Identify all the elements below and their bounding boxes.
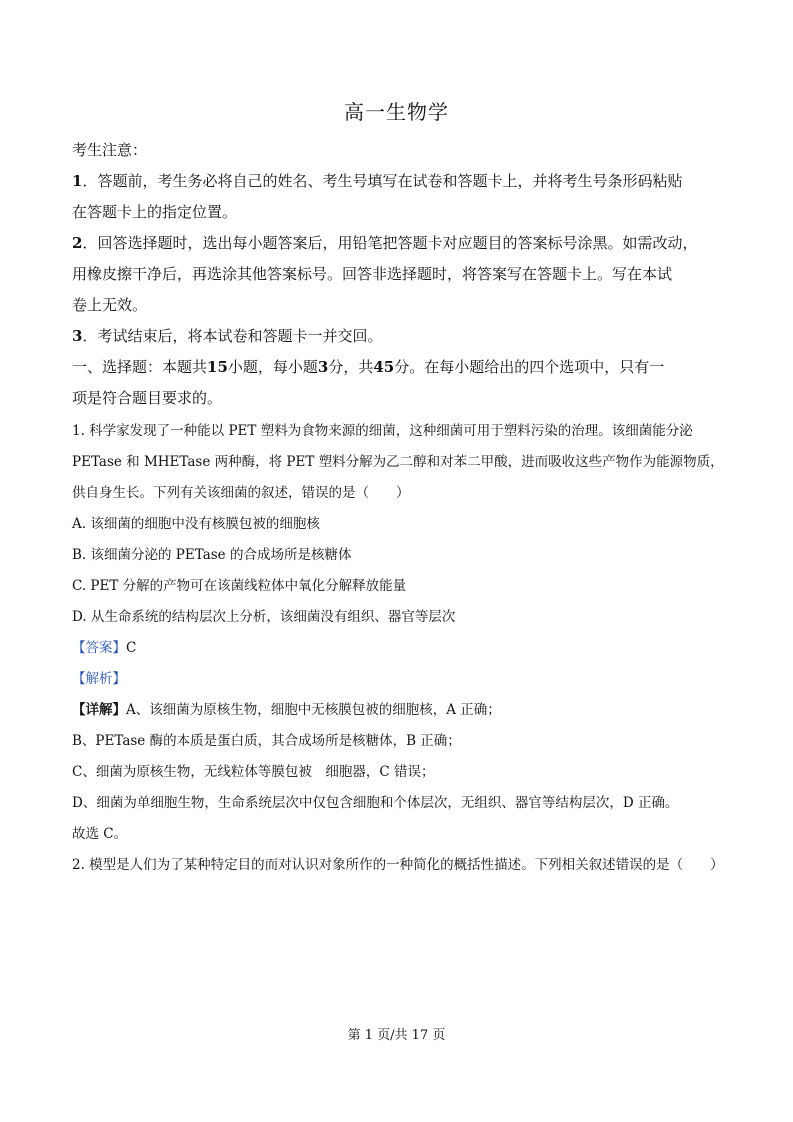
answer-value: C <box>126 640 137 656</box>
section-heading <box>72 357 664 377</box>
q1-option-a: A. 该细菌的细胞中没有核膜包被的细胞核 <box>72 516 320 532</box>
section-heading-line-2: 项是符合题目要求的。 <box>72 389 223 407</box>
notice-item-2-line-2: 用橡皮擦干净后，再选涂其他答案标号。回答非选择题时，将答案写在答题卡上。写在本试 <box>72 265 673 283</box>
notice-item-2-text: ．回答选择题时，选出每小题答案后，用铅笔把答题卡对应题目的答案标号涂黑。如需改动， <box>82 234 698 252</box>
notice-item-3-number: 3 <box>72 327 83 345</box>
answer-label: 【答案】 <box>72 640 126 656</box>
q1-option-b: B. 该细菌分泌的 PETase 的合成场所是核糖体 <box>72 547 352 563</box>
detail-label: 【详解】 <box>72 702 126 718</box>
notice-heading: 考生注意： <box>72 141 148 159</box>
section-mid1: 小题，每小题 <box>227 358 318 376</box>
q1-detail-line-5: 故选 C。 <box>72 826 128 842</box>
section-count: 15 <box>207 358 228 376</box>
page-title: 高一生物学 <box>344 100 449 124</box>
q1-answer <box>72 638 136 658</box>
section-prefix: 一、选择题：本题共 <box>72 358 208 376</box>
notice-item-3-text: ．考试结束后，将本试卷和答题卡一并交回。 <box>82 327 383 345</box>
detail-text: A、该细菌为原核生物，细胞中无核膜包被的细胞核，A 正确； <box>126 702 501 718</box>
page-footer: 第 1 页/共 17 页 <box>347 1028 446 1043</box>
notice-item-2-line-1 <box>72 233 697 253</box>
q1-option-d: D. 从生命系统的结构层次上分析，该细菌没有组织、器官等层次 <box>72 609 456 625</box>
q1-analysis-label <box>72 669 126 689</box>
q1-option-c: C. PET 分解的产物可在该菌线粒体中氧化分解释放能量 <box>72 578 407 594</box>
notice-item-2-number: 2 <box>72 234 83 252</box>
q1-detail-line-4: D、细菌为单细胞生物，生命系统层次中仅包含细胞和个体层次，无组织、器官等结构层次，D 正确。 <box>72 795 679 811</box>
notice-item-1-text: ．答题前，考生务必将自己的姓名、考生号填写在试卷和答题卡上，并将考生号条形码粘贴 <box>82 172 683 190</box>
q1-detail-line-2: B、PETase 酶的本质是蛋白质，其合成场所是核糖体，B 正确； <box>72 733 461 749</box>
section-mid2: 分，共 <box>328 358 374 376</box>
q1-stem-line-3: 供自身生长。下列有关该细菌的叙述，错误的是（ ） <box>72 485 410 501</box>
q1-stem-line-1: 1. 科学家发现了一种能以 PET 塑料为食物来源的细菌，这种细菌可用于塑料污染的治理。该细菌能分泌 <box>72 423 693 439</box>
notice-item-1-line-1 <box>72 171 682 191</box>
analysis-label: 【解析】 <box>72 671 126 687</box>
notice-item-2-line-3: 卷上无效。 <box>72 296 148 314</box>
section-score-each: 3 <box>317 358 329 376</box>
notice-item-1-number: 1 <box>72 172 83 190</box>
q1-detail-line-3: C、细菌为原核生物，无线粒体等膜包被 细胞器，C 错误； <box>72 764 435 780</box>
section-total: 45 <box>373 358 395 376</box>
notice-item-3-line-1 <box>72 326 382 346</box>
q1-detail-line-1 <box>72 700 501 720</box>
q2-stem: 2. 模型是人们为了某种特定目的而对认识对象所作的一种简化的概括性描述。下列相关叙述错误的是（ ） <box>72 857 724 873</box>
notice-item-1-line-2: 在答题卡上的指定位置。 <box>72 203 238 221</box>
section-suffix: 分。在每小题给出的四个选项中，只有一 <box>394 358 665 376</box>
q1-stem-line-2: PETase 和 MHETase 两种酶，将 PET 塑料分解为乙二醇和对苯二甲酸，进而吸收这些产物作为能源物质， <box>72 454 724 470</box>
